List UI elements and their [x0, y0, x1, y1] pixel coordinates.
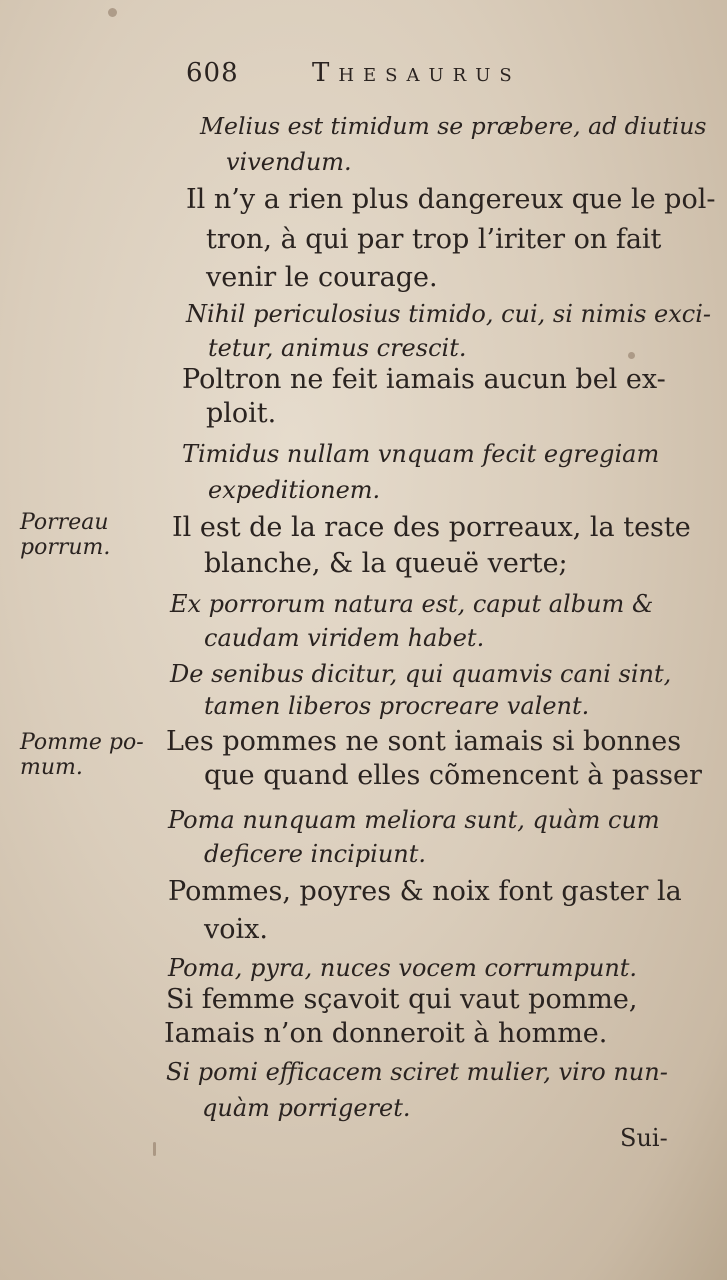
ink-spot [108, 8, 117, 17]
text-line: Nihil periculosius timido, cui, si nimis exci- [186, 300, 711, 328]
text-line: Melius est timidum se præbere, ad diutius [200, 112, 707, 140]
ink-spot [628, 352, 635, 359]
text-line: blanche, & la queuë verte; [204, 548, 568, 579]
text-line: De senibus dicitur, qui quamvis cani sint, [170, 660, 672, 688]
margin-note-line: Porreau [20, 510, 109, 535]
running-head: Thesaurus [312, 58, 521, 88]
text-line: ploit. [206, 398, 277, 429]
text-line: Si pomi efficacem sciret mulier, viro nun- [166, 1058, 668, 1086]
text-line: vivendum. [226, 148, 352, 176]
text-line: tetur, animus crescit. [208, 334, 467, 362]
text-line: Poma nunquam meliora sunt, quàm cum [168, 806, 660, 834]
text-line: Ex porrorum natura est, caput album & [170, 590, 654, 618]
text-line: Il n’y a rien plus dangereux que le pol- [186, 184, 716, 215]
page-header [186, 58, 521, 88]
text-line: Iamais n’on donneroit à homme. [164, 1018, 608, 1049]
text-line: tron, à qui par trop l’iriter on fait [206, 224, 662, 255]
text-line: Poltron ne feit iamais aucun bel ex- [182, 364, 666, 395]
text-line: venir le courage. [206, 262, 438, 293]
catchword: Sui- [620, 1124, 668, 1152]
margin-note-line: porrum. [20, 535, 111, 560]
page-number: 608 [186, 58, 239, 88]
text-line: tamen liberos procreare valent. [204, 692, 590, 720]
text-line: Les pommes ne sont iamais si bonnes [166, 726, 682, 757]
text-line: deficere incipiunt. [204, 840, 426, 868]
margin-note-line: Pomme po- [20, 730, 144, 755]
text-line: expeditionem. [208, 476, 381, 504]
margin-note-line: mum. [20, 755, 83, 780]
text-line: Si femme sçavoit qui vaut pomme, [166, 984, 638, 1015]
text-line: que quand elles cõmencent à passer [204, 760, 702, 791]
text-line: Pommes, poyres & noix font gaster la [168, 876, 682, 907]
margin-note-pomme [20, 730, 144, 780]
text-line: Poma, pyra, nuces vocem corrumpunt. [168, 954, 638, 982]
text-line: quàm porrigeret. [202, 1094, 411, 1122]
margin-note-porreau [20, 510, 110, 560]
ink-spot [153, 1142, 156, 1156]
text-line: Il est de la race des porreaux, la teste [172, 512, 691, 543]
text-line: voix. [204, 914, 268, 945]
text-line: Timidus nullam vnquam fecit egregiam [182, 440, 660, 468]
text-line: caudam viridem habet. [204, 624, 485, 652]
